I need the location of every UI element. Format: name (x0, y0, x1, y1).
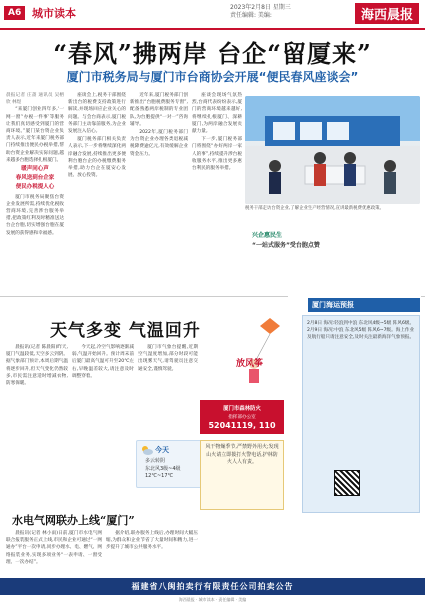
weather-paragraph: 厦门市气象台提醒,近期空气湿度增加,部分时段可能出现雾天气,请驾驶员注意交通安全,谨慎驾驶。 (138, 345, 198, 372)
lead-column-3 (130, 92, 188, 292)
qr-code (334, 470, 360, 496)
lead-paragraph: 座谈会上,税务干部围绕新出台的税费支持政策进行解读,并现场回应企业关心的问题。与会台商表示,厦门税务部门主动靠前服务,为企业发展注入信心。 (68, 93, 126, 135)
utilities-headline: 水电气网联办上线“厦门” (12, 514, 135, 527)
fire-prevention-ad (200, 400, 284, 434)
ad-phone-line: 52041119, 110 (208, 421, 276, 430)
lead-paragraph: 近年来,厦门税务部门创新推出“台胞税费服务专窗”,配备熟悉两岸税制的专业团队,为台胞提供“一对一”咨询辅导。 (130, 93, 188, 127)
lead-paragraph: “来厦门创业四年多,‘一网一窗’‘办税一件事’等服务让我们真切感受到厦门的营商环境。”厦门某台资企业负责人表示,近年来厦门税务部门持续推出便民办税举措,帮助台资企业解决实际问题,越来越多台胞选择扎根厦门。 (6, 107, 64, 163)
fire-notice-box: 风干物燥季节,严禁野外用火;发现山火请立即拨打火警电话,护林防火人人有责。 (200, 440, 284, 510)
weather-temperature: 12℃~17℃ (145, 473, 174, 479)
weather-paragraph: 晨报讯(记者 陈晨阳)昨天,厦门气温较低,天空多云到阴。据气象部门预计,本周后期气温将逐步回升,但天气变化仍然较多,市民需注意适时增减衣物,防寒保暖。 (6, 345, 68, 387)
auction-notice-banner: 福建省八闽拍卖行有限责任公司拍卖公告 (0, 578, 425, 595)
lead-column-1 (6, 92, 64, 292)
utilities-column-1 (6, 530, 102, 576)
sub-heading: 春风送到台企家 (15, 175, 55, 182)
lead-byline: 晨报记者 庄蔷 通讯员 吴榕欣 林煜 (6, 93, 64, 106)
page-header (0, 0, 425, 30)
lead-column-4 (192, 92, 242, 292)
lead-paragraph: 2022年,厦门税务部门为台资企业办理各类退税减税降费逾亿元,有效缓解企业资金压力。 (130, 130, 188, 157)
weather-paragraph: 今天起,冷空气影响逐渐减弱,气温开始回升。预计周末前后厦门最高气温可升至20℃左右,早晚温差较大,请注意及时调整穿着。 (72, 345, 134, 379)
ad-org-line: 厦门市森林防火 (223, 406, 261, 412)
weather-headline: 天气多变 气温回升 (50, 321, 201, 341)
sub-section-heading: 兴企惠民生 (252, 232, 283, 239)
section-name: 城市读本 (32, 7, 76, 20)
weather-wind: 东北风3级~4级 (145, 466, 181, 472)
lead-photo (245, 96, 420, 204)
newspaper-brand: 海西晨报 (355, 3, 419, 24)
weather-condition: 多云转阴 (145, 458, 166, 464)
weather-column-3 (138, 344, 198, 436)
lead-headline: “春风”拂两岸 台企“留厦来” (53, 39, 372, 68)
sub-section-heading: “一站式服务”受台胞点赞 (252, 242, 320, 249)
lead-photo-illustration (245, 96, 420, 204)
weather-column-2 (72, 344, 134, 504)
photo-caption: 税务干部走访台资企业,了解企业生产经营情况,宣讲最新税费优惠政策。 (245, 206, 384, 211)
utilities-paragraph: 据介绍,联办服务上线后,办理时间大幅压缩,为群众和企业节省了大量时间和精力,进一步提升了城市公共服务水平。 (106, 531, 198, 551)
utilities-paragraph: 晨报讯(记者 林小雨)日前,厦门市水电气网联合报装服务正式上线,市民和企业可通过“一网通办”平台一次申请,同步办理水、电、燃气、网络报装业务,实现多项业务“一表申请、一窗受理、一次办结”。 (6, 531, 102, 565)
sub-heading: 便民办税提人心 (15, 184, 55, 191)
weather-column-1 (6, 344, 68, 504)
lead-subhead: 厦门市税务局与厦门市台商协会开展“便民春风座谈会” (66, 70, 359, 84)
lead-paragraph: 下一步,厦门税务部门将围绕“办好两岸一家人的事”,持续提升涉台税收服务水平,推出更多惠台利民的服务举措。 (192, 137, 242, 172)
weather-today-label: 今天 (155, 446, 169, 454)
editor-text: 责任编辑: 美编: (230, 12, 272, 19)
cloud-sun-icon (141, 445, 153, 455)
marine-forecast-title: 厦门海运预报 (308, 298, 420, 312)
lead-paragraph: 厦门税务部门相关负责人表示,下一步将继续深化两岸融合发展,持续推出更多便利台胞台企的办税缴费服务举措,助力台企在厦安心发展、放心投资。 (68, 137, 126, 179)
utilities-column-2 (106, 530, 198, 576)
lead-paragraph: 厦门市税务局聚焦台资企业发展所需,持续优化税收营商环境,完善涉台服务举措,把政策红利及时精准送达台企台胞,切实增强台胞在厦发展的获得感和幸福感。 (6, 194, 64, 236)
date-text: 2023年2月8日 星期三 (230, 4, 291, 11)
ad-office-line: 指挥部办公室 (228, 415, 256, 420)
date-line (230, 4, 291, 20)
marine-forecast-body: 2月8日 海况:轻浪到中浪 东北风4级~5级 阵风6级。2月9日 海况:中浪 东北风5级 阵风6~7级。海上作业及航行船只请注意安全,及时关注最新海洋气象预报。 (302, 315, 420, 513)
page-footer: 海西晨报 · 城市读本 · 责任编辑 · 美编 (178, 597, 247, 602)
lead-column-2 (68, 92, 126, 292)
lead-paragraph: 座谈会现场气氛热烈,台商代表纷纷表示,厦门的营商环境越来越好,将继续扎根厦门、深耕厦门,为两岸融合发展贡献力量。 (192, 93, 242, 135)
sub-heading: 暖声同心声 (21, 166, 49, 173)
kite-girl-cartoon (240, 316, 284, 388)
page-number-tag: A6 (4, 6, 25, 20)
kite-label: 放风筝 (236, 359, 264, 369)
